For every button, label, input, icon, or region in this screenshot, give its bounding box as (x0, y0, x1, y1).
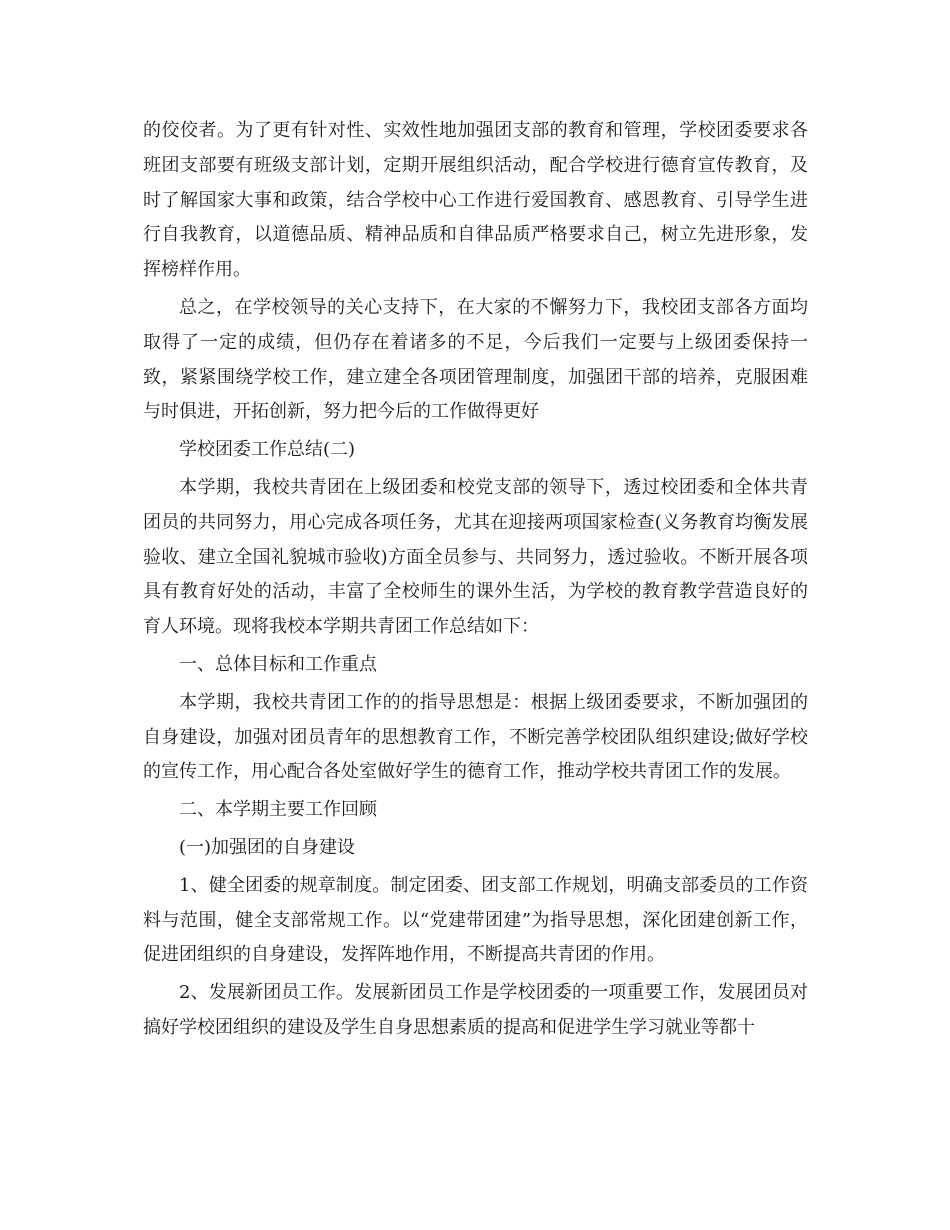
heading-goals: 一、总体目标和工作重点 (179, 653, 377, 675)
paragraph-item-2: 2、发展新团员工作。发展新团员工作是学校团委的一项重要工作，发展团员对搞好学校团组织的建设及学生自身思想素质的提高和促进学生学习就业等都十 (143, 982, 808, 1038)
section-title: 学校团委工作总结(二) (179, 439, 356, 461)
paragraph-guiding-thought: 本学期，我校共青团工作的的指导思想是：根据上级团委要求，不断加强团的自身建设，加强对团员青年的思想教育工作，不断完善学校团队组织建设;做好学校的宣传工作，用心配合各处室做好学生的德育工作，推动学校共青团工作的发展。 (143, 691, 808, 783)
document-body (143, 114, 808, 1046)
heading-review: 二、本学期主要工作回顾 (179, 799, 377, 821)
paragraph-intro: 本学期，我校共青团在上级团委和校党支部的领导下，透过校团委和全体共青团员的共同努力，用心完成各项任务，尤其在迎接两项国家检查(义务教育均衡发展验收、建立全国礼貌城市验收)方面全员参与、共同努力，透过验收。不断开展各项具有教育好处的活动，丰富了全校师生的课外生活，为学校的教育教学营造良好的育人环境。现将我校本学期共青团工作总结如下： (143, 476, 808, 638)
paragraph-conclusion: 总之，在学校领导的关心支持下，在大家的不懈努力下，我校团支部各方面均取得了一定的成绩，但仍存在着诸多的不足，今后我们一定要与上级团委保持一致，紧紧围绕学校工作，建立建全各项团管理制度，加强团干部的培养，克服困难与时俱进，开拓创新，努力把今后的工作做得更好 (143, 296, 808, 423)
paragraph-continuation: 的佼佼者。为了更有针对性、实效性地加强团支部的教育和管理，学校团委要求各班团支部要有班级支部计划，定期开展组织活动，配合学校进行德育宣传教育，及时了解国家大事和政策，结合学校中心工作进行爱国教育、感恩教育、引导学生进行自我教育，以道德品质、精神品质和自律品质严格要求自己，树立先进形象，发挥榜样作用。 (143, 120, 808, 281)
subheading-self-building: (一)加强团的自身建设 (179, 836, 356, 858)
paragraph-item-1: 1、健全团委的规章制度。制定团委、团支部工作规划，明确支部委员的工作资料与范围，健全支部常规工作。以“党建带团建”为指导思想，深化团建创新工作，促进团组织的自身建设，发挥阵地作用，不断提高共青团的作用。 (143, 874, 808, 966)
